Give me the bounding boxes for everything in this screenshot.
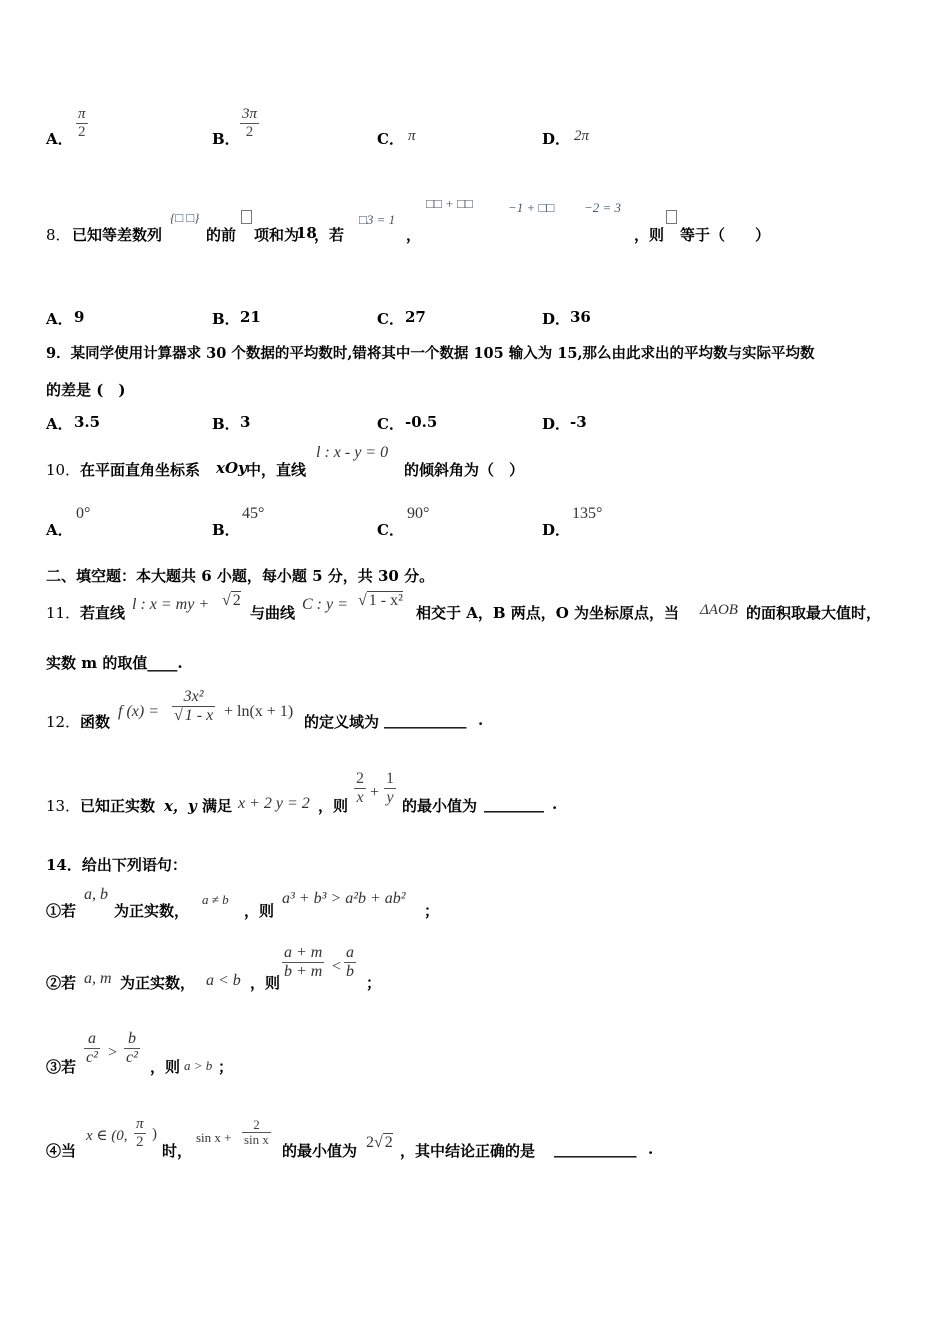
- q14-s4-domain-close: ): [152, 1126, 157, 1142]
- q11-line-2: 实数 m 的取值____.: [46, 654, 183, 672]
- q10-text-3: 的倾斜角为（ ）: [404, 461, 525, 479]
- q14-s2-end: ；: [366, 974, 382, 992]
- question-11: [46, 590, 916, 630]
- q12-fraction: $\frac{\text{3x²}}{√ 1 - x}$: [174, 688, 214, 724]
- q13-end: .: [552, 795, 558, 813]
- q12-text-1: 函数: [80, 713, 111, 731]
- option-d-label: D．: [542, 130, 571, 148]
- q10-option-b-value: 45°: [242, 505, 265, 522]
- q14-s4-blank: ___________: [554, 1140, 637, 1158]
- q14-statement-1: [46, 884, 906, 920]
- q11-text-3: 相交于 A，B 两点，O 为坐标原点，当: [416, 604, 680, 622]
- q9-option-b-label: B．: [212, 415, 240, 433]
- q9-line-1: 9．某同学使用计算器求 30 个数据的平均数时,错将其中一个数据 105 输入为 15,那么由此求出的平均数与实际平均数: [46, 345, 815, 362]
- q14-s2-mark: ②若: [46, 974, 77, 992]
- q10-line-equation: l : x - y = 0: [316, 444, 389, 461]
- q14-s1-end: ；: [424, 902, 440, 920]
- section-2-heading: 二、填空题：本大题共 6 小题，每小题 5 分，共 30 分。: [46, 567, 435, 585]
- option-b-fraction: $\frac{3\pi}{2}$: [242, 106, 258, 140]
- q11-root-2: √ 2: [222, 592, 241, 609]
- q12-number: 12．: [46, 713, 81, 731]
- q14-s1-mark: ①若: [46, 902, 77, 920]
- q8-number: 8．: [46, 226, 71, 244]
- q14-s2-left-fraction: $\frac{a + m}{b + m}$: [284, 944, 323, 980]
- q11-number: 11．: [46, 604, 81, 622]
- q13-text-4: 的最小值为: [402, 797, 478, 815]
- q14-heading: 14．给出下列语句：: [46, 856, 187, 874]
- option-a-fraction: $\frac{\pi}{2}$: [78, 106, 86, 140]
- q11-line: l : x = my +: [132, 596, 210, 613]
- q10-option-b-label: B．: [212, 521, 240, 539]
- q8-option-c-value: 27: [405, 308, 426, 326]
- q14-s4-domain-fraction: $\frac{\pi}{2}$: [136, 1116, 144, 1150]
- question-12: [46, 688, 906, 740]
- option-c-value: π: [408, 128, 416, 144]
- q14-s2-text-2: ，则: [250, 974, 281, 992]
- q8-text-2: 的前: [206, 226, 237, 244]
- q11-curve-root: √ 1 - x²: [358, 592, 403, 609]
- q13-number: 13．: [46, 797, 81, 815]
- q14-s1-text-1: 为正实数，: [114, 902, 190, 920]
- q10-text-2: 中，直线: [246, 461, 307, 479]
- q8-condition-2b: −1 + □□: [508, 200, 555, 215]
- q13-blank: ________: [484, 795, 544, 813]
- q10-text-1: 在平面直角坐标系: [80, 461, 201, 479]
- option-a-label: A．: [46, 130, 73, 148]
- q13-fraction-2: $\frac{1}{y}$: [386, 770, 394, 806]
- q10-option-d-label: D．: [542, 521, 571, 539]
- q8-option-a-value: 9: [74, 308, 85, 326]
- q14-s1-vars: a, b: [84, 886, 108, 903]
- q8-option-b-label: B．: [212, 310, 240, 328]
- q14-s1-neq: a ≠ b: [202, 892, 229, 907]
- q9-option-b-value: 3: [240, 413, 251, 431]
- question-8: [46, 196, 906, 246]
- q14-s4-end: .: [648, 1140, 654, 1158]
- q8-text-3: 项和为: [254, 226, 300, 244]
- q9-options: [46, 413, 906, 433]
- q14-s4-text-3: ，其中结论正确的是: [400, 1142, 536, 1160]
- q8-sequence: {□ □}: [170, 210, 200, 225]
- q9-option-c-label: C．: [377, 415, 404, 433]
- q9-option-c-value: -0.5: [405, 413, 438, 431]
- q8-option-c-label: C．: [377, 310, 404, 328]
- q11-curve: C : y =: [302, 596, 348, 613]
- q8-k-placeholder: [666, 210, 677, 224]
- q14-s4-expression: sin x +: [196, 1130, 232, 1145]
- question-13: [46, 770, 906, 820]
- q14-s4-expression-fraction: $\frac{2}{\text{sin x}}$: [244, 1117, 269, 1148]
- q14-s2-vars: a, m: [84, 970, 112, 987]
- q11-text-4: 的面积取最大值时，: [746, 604, 882, 622]
- option-b-label: B．: [212, 130, 240, 148]
- q11-triangle: ΔAOB: [700, 602, 738, 618]
- q8-option-a-label: A．: [46, 310, 73, 328]
- option-c-label: C．: [377, 130, 404, 148]
- q10-option-c-value: 90°: [407, 505, 430, 522]
- q12-blank: ___________: [384, 711, 467, 729]
- q14-s4-domain: x ∈ (0,: [86, 1128, 128, 1144]
- q13-text-3: ，则: [318, 797, 349, 815]
- q8-options: [46, 308, 906, 328]
- option-d-value: 2π: [574, 128, 590, 144]
- q14-s2-text-1: 为正实数，: [120, 974, 196, 992]
- q14-s4-mark: ④当: [46, 1142, 77, 1160]
- q13-condition: x + 2 y = 2: [238, 795, 310, 812]
- q14-s1-text-2: ，则: [244, 902, 275, 920]
- q9-option-d-label: D．: [542, 415, 571, 433]
- q9-option-a-label: A．: [46, 415, 73, 433]
- q11-text-2: 与曲线: [250, 604, 296, 622]
- q10-option-a-value: 0°: [76, 505, 91, 522]
- q14-s3-text-1: ，则: [150, 1058, 181, 1076]
- q14-s1-inequality: a³ + b³ > a²b + ab²: [282, 890, 406, 907]
- q13-plus: +: [370, 784, 380, 801]
- q14-s3-end: ；: [218, 1058, 234, 1076]
- q13-fraction-1: $\frac{2}{x}$: [356, 770, 364, 806]
- q14-s3-left-fraction: $\frac{a}{\text{c²}}$: [86, 1030, 98, 1066]
- q8-option-d-label: D．: [542, 310, 571, 328]
- q8-text-1: 已知等差数列: [72, 226, 163, 244]
- q10-number: 10．: [46, 461, 81, 479]
- q8-condition-2a: □□ + □□: [426, 196, 473, 211]
- q8-text-6: 等于（ ）: [680, 226, 771, 244]
- q8-n-placeholder: [241, 210, 252, 224]
- q14-s3-mark: ③若: [46, 1058, 77, 1076]
- question-10: [46, 444, 906, 480]
- q9-option-a-value: 3.5: [74, 413, 101, 431]
- q8-comma: ，: [406, 226, 422, 244]
- q12-function-name: f (x) =: [118, 703, 159, 720]
- q8-option-d-value: 36: [570, 308, 591, 326]
- q13-text-2: 满足: [202, 797, 233, 815]
- q14-s4-text-1: 时，: [162, 1142, 193, 1160]
- q14-s2-right-fraction: $\frac{a}{b}$: [346, 944, 354, 980]
- q13-vars: x，y: [164, 797, 197, 815]
- q14-statement-4: [46, 1116, 906, 1166]
- q10-option-d-value: 135°: [572, 505, 603, 522]
- q12-log-term: + ln(x + 1): [224, 703, 294, 720]
- q8-text-5: ，则: [634, 226, 665, 244]
- q14-s2-condition: a < b: [206, 972, 241, 989]
- q9-line-2: 的差是 ( ): [46, 381, 126, 399]
- q8-text-4: ，若: [314, 226, 345, 244]
- q8-condition-1: □3 = 1: [359, 212, 396, 227]
- q14-s3-result: a > b: [184, 1058, 213, 1073]
- q9-option-d-value: -3: [570, 413, 587, 431]
- q14-s2-less-than: <: [332, 958, 342, 975]
- q12-text-2: 的定义域为: [304, 713, 380, 731]
- q14-statement-2: [46, 944, 906, 994]
- q12-end: .: [478, 711, 484, 729]
- q10-xoy: xOy: [216, 459, 247, 477]
- q14-s4-min-value: 2√ 2: [366, 1134, 393, 1151]
- q14-s4-text-2: 的最小值为: [282, 1142, 358, 1160]
- q14-s3-right-fraction: $\frac{b}{\text{c²}}$: [126, 1030, 138, 1066]
- q13-text-1: 已知正实数: [80, 797, 156, 815]
- q8-option-b-value: 21: [240, 308, 261, 326]
- q10-option-a-label: A．: [46, 521, 73, 539]
- q8-sum: 18: [296, 224, 317, 242]
- q8-condition-2c: −2 = 3: [584, 200, 622, 215]
- q10-option-c-label: C．: [377, 521, 404, 539]
- q11-text-1: 若直线: [80, 604, 126, 622]
- q14-statement-3: [46, 1030, 906, 1080]
- q7-options: [46, 106, 906, 156]
- q10-options: [46, 503, 906, 539]
- q14-s3-greater-than: >: [108, 1044, 118, 1061]
